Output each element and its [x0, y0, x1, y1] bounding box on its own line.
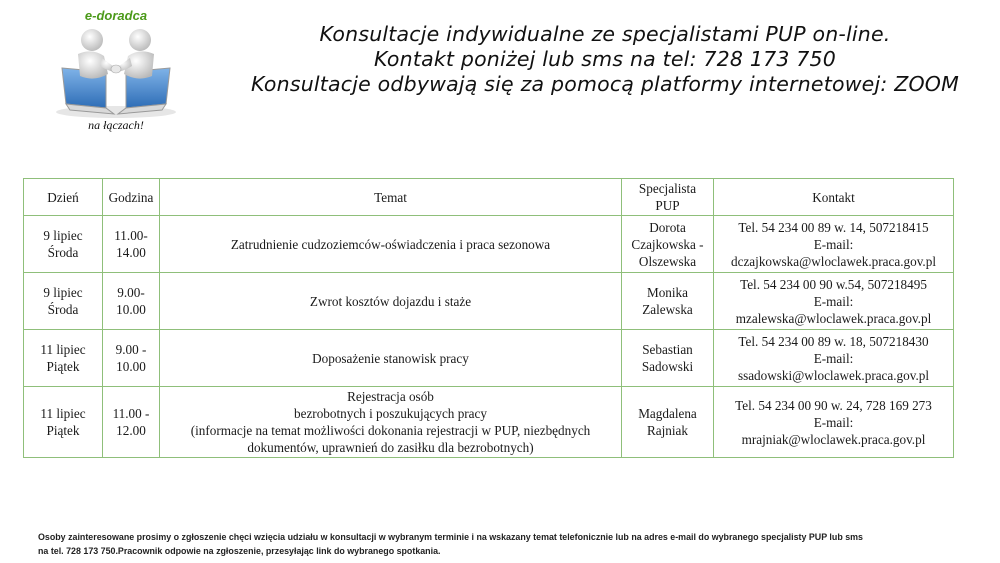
consultation-schedule-table: [23, 178, 954, 458]
cell-specialist: Dorota Czajkowska - Olszewska: [622, 216, 714, 273]
logo-title: e-doradca: [84, 8, 148, 23]
table-header-row: [24, 179, 954, 216]
cell-day: 9 lipiec Środa: [24, 216, 103, 273]
table-row: [24, 387, 954, 458]
column-header-time: Godzina: [103, 179, 160, 216]
cell-time: 11.00- 14.00: [103, 216, 160, 273]
handshake-laptops-icon: [48, 24, 184, 120]
footer-note: Osoby zainteresowane prosimy o zgłoszenie chęci wzięcia udziału w konsultacji w wybranym terminie i na wskazany temat telefonicznie lub na adres e-mail do wybranego specjalisty PUP lub sms na tel. 728 173 750.Pracownik odpowie na zgłoszenie, przesyłając link do wybranego spotkania.: [38, 532, 863, 556]
cell-specialist: Magdalena Rajniak: [622, 387, 714, 458]
cell-time: 9.00 - 10.00: [103, 330, 160, 387]
table-row: [24, 216, 954, 273]
cell-day: 11 lipiec Piątek: [24, 387, 103, 458]
cell-specialist: Sebastian Sadowski: [622, 330, 714, 387]
cell-contact: Tel. 54 234 00 90 w. 24, 728 169 273 E-mail: mrajniak@wloclawek.praca.gov.pl: [714, 387, 954, 458]
cell-topic: Zatrudnienie cudzoziemców-oświadczenia i praca sezonowa: [160, 216, 622, 273]
e-doradca-logo: [42, 6, 190, 136]
cell-topic: Doposażenie stanowisk pracy: [160, 330, 622, 387]
cell-contact: Tel. 54 234 00 89 w. 14, 507218415 E-mail: dczajkowska@wloclawek.praca.gov.pl: [714, 216, 954, 273]
cell-contact: Tel. 54 234 00 90 w.54, 507218495 E-mail: mzalewska@wloclawek.praca.gov.pl: [714, 273, 954, 330]
page-header: [215, 22, 995, 97]
table-row: [24, 330, 954, 387]
table-row: [24, 273, 954, 330]
cell-topic: Zwrot kosztów dojazdu i staże: [160, 273, 622, 330]
header-line-1: Konsultacje indywidualne ze specjalistami PUP on-line.: [319, 22, 891, 46]
cell-day: 11 lipiec Piątek: [24, 330, 103, 387]
cell-time: 11.00 - 12.00: [103, 387, 160, 458]
column-header-topic: Temat: [160, 179, 622, 216]
cell-time: 9.00- 10.00: [103, 273, 160, 330]
logo-slogan: na łączach!: [88, 118, 144, 132]
cell-topic: Rejestracja osób bezrobotnych i poszukujących pracy (informacje na temat możliwości dokonania rejestracji w PUP, niezbędnych dokumentów, uprawnień do zasiłku dla bezrobotnych): [160, 387, 622, 458]
cell-day: 9 lipiec Środa: [24, 273, 103, 330]
column-header-contact: Kontakt: [714, 179, 954, 216]
column-header-day: Dzień: [24, 179, 103, 216]
column-header-specialist: Specjalista PUP: [622, 179, 714, 216]
header-line-2: Kontakt poniżej lub sms na tel: 728 173 750: [373, 47, 837, 71]
cell-contact: Tel. 54 234 00 89 w. 18, 507218430 E-mail: ssadowski@wloclawek.praca.gov.pl: [714, 330, 954, 387]
cell-specialist: Monika Zalewska: [622, 273, 714, 330]
header-line-3: Konsultacje odbywają się za pomocą platformy internetowej: ZOOM: [250, 72, 960, 96]
